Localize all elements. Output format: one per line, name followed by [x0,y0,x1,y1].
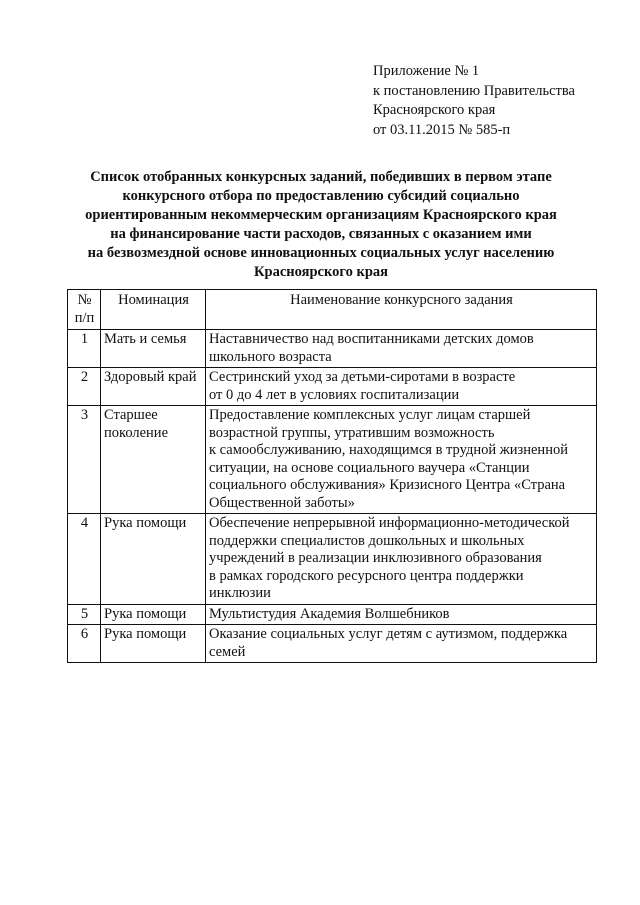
title-line: конкурсного отбора по предоставлению субсидий социально [122,188,520,204]
task-line: возрастной группы, утратившим возможность [209,424,495,441]
task-line: Наставничество над воспитанниками детских домов [209,331,534,347]
row-number: 1 [68,330,101,368]
tasks-table [67,289,597,663]
header-number-line: № [77,292,92,308]
row-nomination [101,406,206,514]
row-task [206,406,597,514]
header-number [68,290,101,330]
row-number: 2 [68,368,101,406]
header-number-line: п/п [74,309,95,326]
task-line: Оказание социальных услуг детям с аутизмом, поддержка [209,626,568,642]
row-number: 6 [68,625,101,663]
task-line: от 0 до 4 лет в условиях госпитализации [209,386,460,403]
task-line: ситуации, на основе социального ваучера «Станции [209,459,530,476]
appendix-line: Приложение № 1 [373,63,480,79]
table-body [68,330,597,663]
task-line: инклюзии [209,585,271,601]
table-row [68,625,597,663]
table-header [68,290,597,330]
nomination-line: поколение [104,424,169,441]
task-line: поддержки специалистов дошкольных и школьных [209,532,525,549]
task-line: социального обслуживания» Кризисного Центра «Страна [209,477,566,493]
title-line: ориентированным некоммерческим организациям Красноярского края [85,207,557,223]
title-line: Красноярского края [254,264,388,280]
table-row [68,330,597,368]
header-row [68,290,597,330]
row-nomination [101,368,206,406]
task-line: учреждений в реализации инклюзивного образования [209,550,542,566]
row-nomination [101,330,206,368]
row-number: 5 [68,604,101,625]
row-nomination [101,514,206,605]
row-task [206,368,597,406]
nomination-line: Рука помощи [104,515,187,531]
title-line: на финансирование части расходов, связанных с оказанием ими [110,226,532,242]
table-row [68,514,597,605]
appendix-line: Красноярского края [373,102,496,118]
nomination-line: Старшее [104,407,158,423]
task-line: Общественной заботы» [209,494,355,511]
nomination-line: Рука помощи [104,605,187,622]
task-line: к самообслуживанию, находящимся в трудной жизненной [209,442,568,458]
table-row [68,368,597,406]
nomination-line: Рука помощи [104,626,187,642]
task-line: Обеспечение непрерывной информационно-методической [209,515,570,531]
appendix-line: от 03.11.2015 № 585-п [373,121,511,138]
row-task [206,604,597,625]
task-line: Предоставление комплексных услуг лицам старшей [209,407,531,423]
nomination-line: Мать и семья [104,331,187,347]
row-task [206,514,597,605]
table-row [68,406,597,514]
row-nomination [101,625,206,663]
row-task [206,625,597,663]
task-line: Мультистудия Академия Волшебников [209,605,450,622]
appendix-line: к постановлению Правительства [373,82,575,99]
task-line: Сестринский уход за детьми-сиротами в возрасте [209,369,516,385]
header-nomination: Номинация [101,290,206,330]
table-row [68,604,597,625]
header-task: Наименование конкурсного задания [206,290,597,330]
nomination-line: Здоровый край [104,369,197,385]
task-line: семей [209,643,246,660]
task-line: в рамках городского ресурсного центра поддержки [209,567,524,584]
row-nomination [101,604,206,625]
row-number: 4 [68,514,101,605]
title-line: Список отобранных конкурсных заданий, победивших в первом этапе [90,169,552,185]
document-title [66,168,576,282]
title-line: на безвозмездной основе инновационных социальных услуг населению [87,245,555,261]
row-number: 3 [68,406,101,514]
row-task [206,330,597,368]
appendix-block [373,62,575,140]
task-line: школьного возраста [209,348,332,365]
